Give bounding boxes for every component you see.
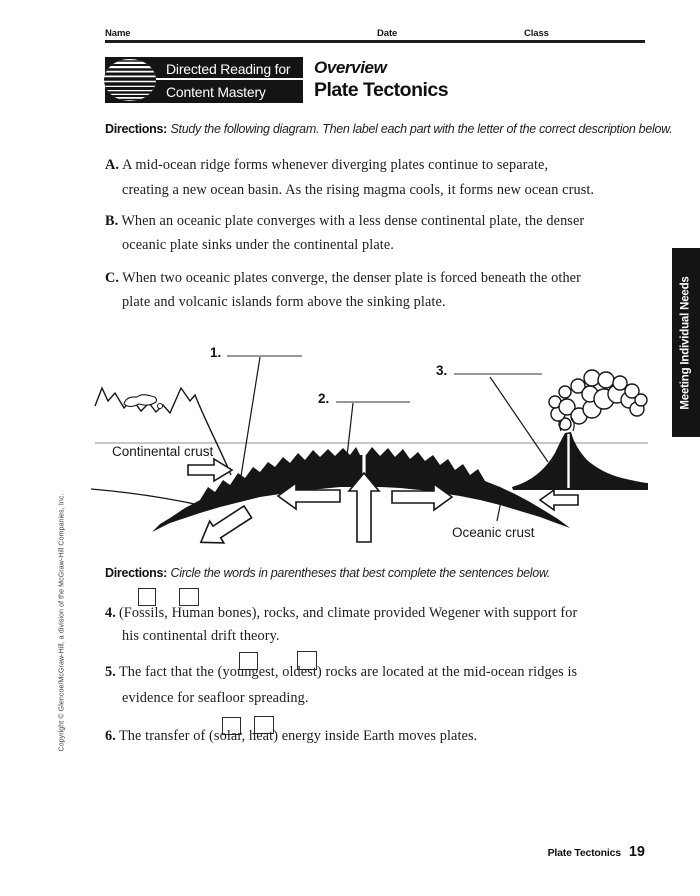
- question-5-line2: evidence for seafloor spreading.: [122, 690, 309, 706]
- question-6-number: 6.: [105, 728, 116, 744]
- footer-page-number: 19: [628, 844, 645, 860]
- diagram-label-1: 1.: [210, 345, 222, 360]
- continental-crust-base-line: [91, 489, 204, 506]
- series-title-line1: Directed Reading for: [166, 61, 291, 77]
- page-kicker: Overview: [314, 58, 387, 77]
- question-5-line1: 5. The fact that the (youngest, oldest) rocks are located at the mid-ocean ridges is: [105, 664, 578, 680]
- description-b-letter: B.: [105, 213, 119, 229]
- arrow-left-small-icon: [540, 490, 578, 510]
- question-4-number: 4.: [105, 605, 116, 621]
- volcano-smoke-cloud: [549, 370, 647, 430]
- page-footer: [548, 844, 645, 860]
- footer-chapter-title: Plate Tectonics: [547, 847, 621, 859]
- leader-line-3: [490, 377, 548, 462]
- description-a-line2: creating a new ocean basin. As the rising magma cools, it forms new ocean crust.: [122, 182, 595, 198]
- description-a-letter: A.: [105, 157, 120, 173]
- series-title-line2: Content Mastery: [166, 84, 266, 100]
- directions-2-text: Circle the words in parentheses that best complete the sentences below.: [170, 566, 551, 580]
- description-b-line1: B. When an oceanic plate converges with a less dense continental plate, the denser: [105, 213, 585, 229]
- description-c-letter: C.: [105, 270, 120, 286]
- date-label: Date: [377, 28, 398, 39]
- volcanic-island: [512, 432, 648, 490]
- description-b-line2: oceanic plate sinks under the continental plate.: [122, 237, 394, 253]
- mountain-cloud: [124, 395, 156, 407]
- page-title: Plate Tectonics: [314, 79, 449, 101]
- directions-2-label: Directions:: [105, 566, 167, 580]
- description-a-line1: A. A mid-ocean ridge forms whenever diverging plates continue to separate,: [105, 157, 549, 173]
- leader-line-2: [347, 403, 353, 456]
- directions-1-label: Directions:: [105, 122, 167, 136]
- question-6-line1: 6. The transfer of (solar, heat) energy inside Earth moves plates.: [105, 728, 478, 744]
- directions-2: [105, 566, 550, 580]
- directions-1: [105, 122, 672, 136]
- question-5-number: 5.: [105, 664, 116, 680]
- name-label: Name: [105, 28, 131, 39]
- header-rule: [105, 40, 645, 43]
- globe-icon: [103, 58, 157, 102]
- diagram-label-3: 3.: [436, 363, 448, 378]
- directions-1-text: Study the following diagram. Then label each part with the letter of the correct description below.: [170, 122, 673, 136]
- mountain-range: [95, 388, 231, 475]
- side-tab-meeting-individual-needs: [672, 248, 700, 437]
- oceanic-crust-label: Oceanic crust: [452, 525, 535, 540]
- description-c-line1: C. When two oceanic plates converge, the denser plate is forced beneath the other: [105, 270, 581, 286]
- leader-line-1: [241, 357, 260, 476]
- plate-tectonics-diagram: [88, 330, 660, 560]
- question-4-line1: 4. (Fossils, Human bones), rocks, and climate provided Wegener with support for: [105, 605, 578, 621]
- question-4-line2: his continental drift theory.: [122, 628, 280, 644]
- side-tab-label: Meeting Individual Needs: [680, 275, 693, 410]
- class-label: Class: [524, 28, 549, 39]
- answer-box-human-bones[interactable]: [179, 588, 199, 606]
- mountain-cloud-puff: [158, 404, 163, 409]
- description-c-line2: plate and volcanic islands form above the sinking plate.: [122, 294, 446, 310]
- copyright-notice: Copyright © Glencoe/McGraw-Hill, a division of the McGraw-Hill Companies, Inc.: [58, 493, 66, 752]
- answer-box-fossils[interactable]: [138, 588, 156, 606]
- continental-crust-label: Continental crust: [112, 444, 214, 459]
- diagram-label-2: 2.: [318, 391, 330, 406]
